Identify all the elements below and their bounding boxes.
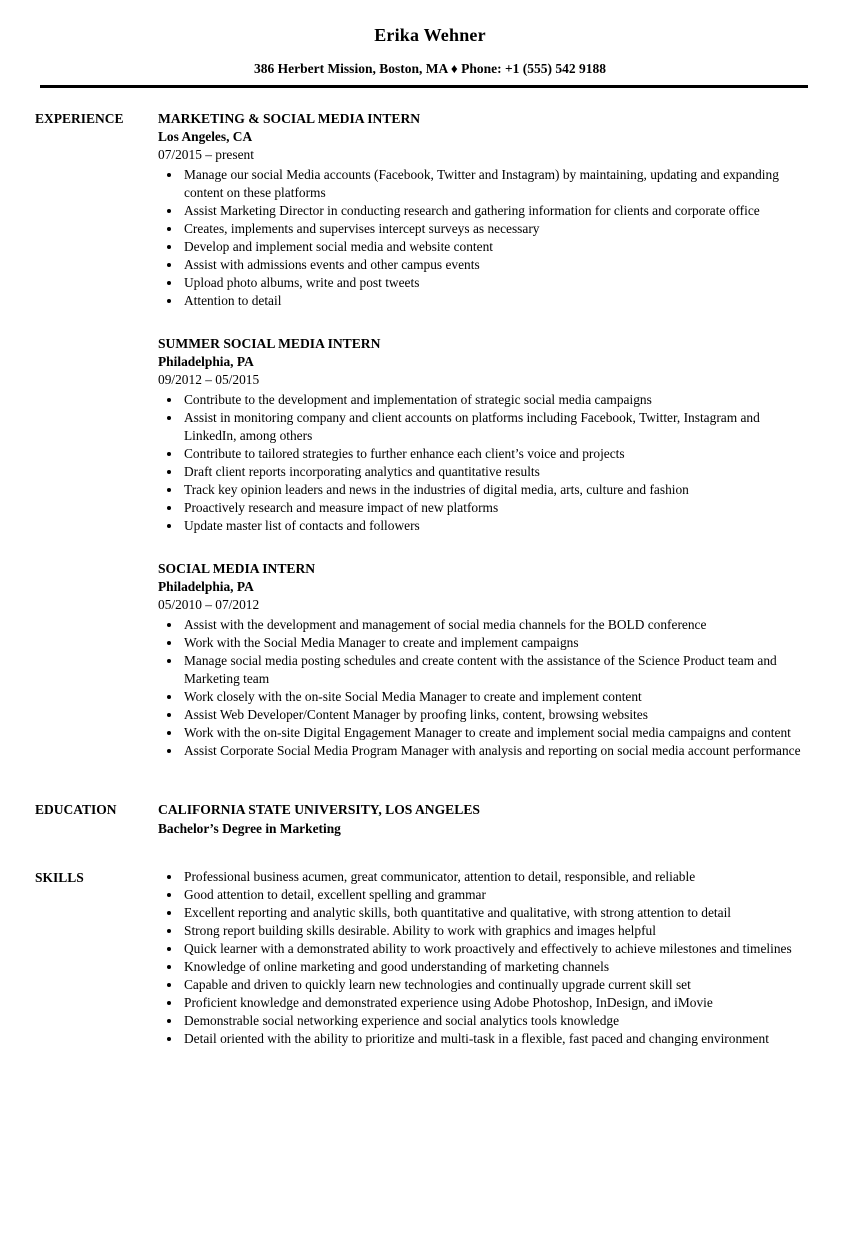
bullet-item: • Work closely with the on-site Social Media Manager to create and implement content [182,688,810,706]
job-dates: 05/2010 – 07/2012 [158,597,260,612]
bullet-item: • Draft client reports incorporating analytics and quantitative results [182,463,810,481]
job-entry-3 [158,559,810,760]
bullet-item: • Assist with admissions events and other campus events [182,256,810,274]
bullet-item: • Quick learner with a demonstrated ability to work proactively and effectively to achieve milestones and timelines [182,940,810,958]
job-entry-2 [158,334,810,535]
section-education [0,800,860,838]
bullet-item: • Detail oriented with the ability to prioritize and multi-task in a flexible, fast paced and changing environment [182,1030,810,1048]
bullet-item: • Assist Web Developer/Content Manager by proofing links, content, browsing websites [182,706,810,724]
bullet-item: • Track key opinion leaders and news in the industries of digital media, arts, culture and fashion [182,481,810,499]
bullet-item: • Attention to detail [182,292,810,310]
bullet-item: • Proactively research and measure impact of new platforms [182,499,810,517]
job-location: Philadelphia, PA [158,579,254,594]
job-dates: 09/2012 – 05/2015 [158,372,260,387]
bullet-item: • Update master list of contacts and followers [182,517,810,535]
skills-bullet-list [158,868,810,1048]
degree-name: Bachelor’s Degree in Marketing [158,821,341,836]
job-entry-1 [158,109,810,310]
bullet-item: • Upload photo albums, write and post tweets [182,274,810,292]
bullet-item: • Good attention to detail, excellent spelling and grammar [182,886,810,904]
bullet-item: • Contribute to tailored strategies to further enhance each client’s voice and projects [182,445,810,463]
job-location: Philadelphia, PA [158,354,254,369]
bullet-item: • Professional business acumen, great communicator, attention to detail, responsible, and reliable [182,868,810,886]
job-dates: 07/2015 – present [158,147,254,162]
bullet-item: • Contribute to the development and implementation of strategic social media campaigns [182,391,810,409]
school-name: CALIFORNIA STATE UNIVERSITY, LOS ANGELES [158,802,480,817]
bullet-item: • Proficient knowledge and demonstrated experience using Adobe Photoshop, InDesign, and iMovie [182,994,810,1012]
job-title: MARKETING & SOCIAL MEDIA INTERN [158,111,421,126]
bullet-item: • Manage social media posting schedules and create content with the assistance of the Science Product team and Marketing team [182,652,810,688]
experience-content [158,109,810,760]
job-title: SOCIAL MEDIA INTERN [158,561,316,576]
section-skills [0,868,860,1048]
bullet-item: • Capable and driven to quickly learn new technologies and continually upgrade current skill set [182,976,810,994]
job-bullet-list [158,616,810,760]
education-content [158,800,810,838]
bullet-item: • Knowledge of online marketing and good understanding of marketing channels [182,958,810,976]
bullet-item: • Creates, implements and supervises intercept surveys as necessary [182,220,810,238]
job-location: Los Angeles, CA [158,129,253,144]
job-bullet-list [158,391,810,535]
bullet-item: • Manage our social Media accounts (Facebook, Twitter and Instagram) by maintaining, updating and expanding content on these platforms [182,166,810,202]
resume-header [0,0,860,88]
section-label-skills: SKILLS [35,870,84,885]
job-title: SUMMER SOCIAL MEDIA INTERN [158,336,381,351]
bullet-item: • Assist with the development and management of social media channels for the BOLD conference [182,616,810,634]
section-experience [0,109,860,760]
skills-content [158,868,810,1048]
header-divider [40,85,808,88]
bullet-item: • Develop and implement social media and website content [182,238,810,256]
person-name: Erika Wehner [374,25,486,45]
bullet-item: • Strong report building skills desirable. Ability to work with graphics and images helpful [182,922,810,940]
bullet-item: • Work with the Social Media Manager to create and implement campaigns [182,634,810,652]
section-label-education: EDUCATION [35,802,117,817]
bullet-item: • Assist Marketing Director in conducting research and gathering information for clients and corporate office [182,202,810,220]
bullet-item: • Excellent reporting and analytic skills, both quantitative and qualitative, with strong attention to detail [182,904,810,922]
bullet-item: • Assist in monitoring company and client accounts on platforms including Facebook, Twitter, Instagram and LinkedIn, among others [182,409,810,445]
job-bullet-list [158,166,810,310]
contact-line: 386 Herbert Mission, Boston, MA ♦ Phone: +1 (555) 542 9188 [253,61,607,76]
bullet-item: • Demonstrable social networking experience and social analytics tools knowledge [182,1012,810,1030]
bullet-item: • Work with the on-site Digital Engagement Manager to create and implement social media campaigns and content [182,724,810,742]
section-label-experience: EXPERIENCE [35,111,124,126]
bullet-item: • Assist Corporate Social Media Program Manager with analysis and reporting on social media account performance [182,742,810,760]
